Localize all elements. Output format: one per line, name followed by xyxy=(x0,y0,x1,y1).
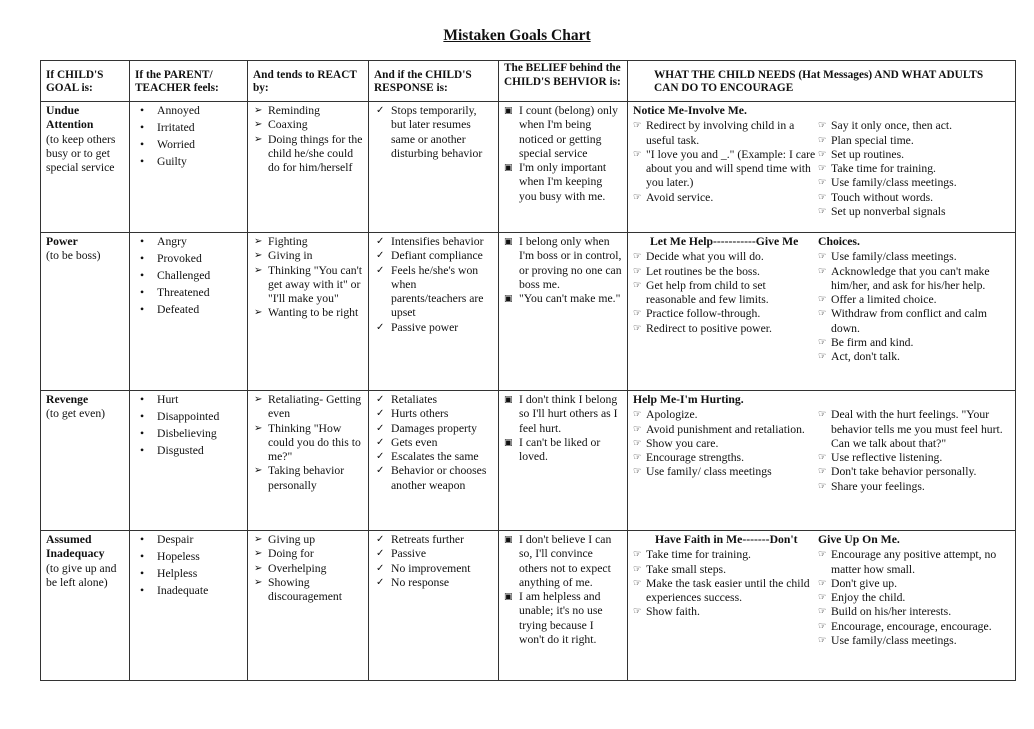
list-item: • Disappointed xyxy=(135,410,242,424)
list-item: ✓ Stops temporarily, but later resumes same or another disturbing behavior xyxy=(374,104,493,161)
list-item: • Helpless xyxy=(135,567,242,581)
list-item: ✓ Passive xyxy=(374,547,493,561)
list-item: ✓ Escalates the same xyxy=(374,450,493,464)
needs-title: Have Faith in Me-------Don't xyxy=(655,533,798,546)
feels-cell xyxy=(130,391,248,531)
list-item: ☞ Take small steps. xyxy=(633,563,818,577)
goal-name: Undue Attention xyxy=(46,104,94,132)
list-item: ✓ Retreats further xyxy=(374,533,493,547)
goal-name: Assumed Inadequacy xyxy=(46,533,105,561)
react-cell xyxy=(248,391,369,531)
needs-title-continued: Give Up On Me. xyxy=(818,533,900,546)
goal-name: Revenge xyxy=(46,393,89,406)
list-item: ☞ Decide what you will do. xyxy=(633,250,818,264)
goal-cell xyxy=(41,102,130,233)
header-row xyxy=(41,61,1016,102)
list-item: ▣ I don't think I belong so I'll hurt others as I feel hurt. xyxy=(504,393,622,436)
list-item: ▣ I am helpless and unable; it's no use trying because I won't do it right. xyxy=(504,590,622,647)
list-item: ☞ Act, don't talk. xyxy=(818,350,1010,364)
header-needs: WHAT THE CHILD NEEDS (Hat Messages) AND WHAT ADULTS CAN DO TO ENCOURAGE xyxy=(628,61,1016,102)
list-item: ☞ Touch without words. xyxy=(818,191,1010,205)
needs-title: Let Me Help-----------Give Me xyxy=(650,235,799,248)
list-item: • Hopeless xyxy=(135,550,242,564)
belief-cell xyxy=(499,102,628,233)
list-item: • Despair xyxy=(135,533,242,547)
list-item: ☞ Say it only once, then act. xyxy=(818,119,1010,133)
list-item: • Defeated xyxy=(135,303,242,317)
list-item: ☞ Redirect to positive power. xyxy=(633,322,818,336)
list-item: ☞ Avoid punishment and retaliation. xyxy=(633,423,818,437)
needs-cell xyxy=(628,233,1016,391)
list-item: ➢ Giving in xyxy=(253,249,363,263)
needs-cell xyxy=(628,102,1016,233)
react-cell xyxy=(248,102,369,233)
response-cell xyxy=(369,233,499,391)
list-item: ✓ Retaliates xyxy=(374,393,493,407)
list-item: ☞ Practice follow-through. xyxy=(633,307,818,321)
list-item: ▣ I count (belong) only when I'm being noticed or getting special service xyxy=(504,104,622,161)
needs-cell xyxy=(628,531,1016,681)
list-item: • Guilty xyxy=(135,155,242,169)
list-item: ☞ Be firm and kind. xyxy=(818,336,1010,350)
list-item: ▣ I belong only when I'm boss or in control, or proving no one can boss me. xyxy=(504,235,622,292)
list-item: • Disgusted xyxy=(135,444,242,458)
list-item: ☞ Withdraw from conflict and calm down. xyxy=(818,307,1010,336)
needs-cell xyxy=(628,391,1016,531)
list-item: • Threatened xyxy=(135,286,242,300)
goal-cell xyxy=(41,531,130,681)
feels-cell xyxy=(130,531,248,681)
response-cell xyxy=(369,391,499,531)
list-item: ☞ Use family/ class meetings xyxy=(633,465,818,479)
react-cell xyxy=(248,531,369,681)
header-react: And tends to REACT by: xyxy=(248,61,369,102)
list-item: ✓ Passive power xyxy=(374,321,493,335)
goal-description: (to be boss) xyxy=(46,249,101,263)
list-item: ➢ Taking behavior personally xyxy=(253,464,363,493)
list-item: ➢ Reminding xyxy=(253,104,363,118)
goal-cell xyxy=(41,391,130,531)
list-item: ☞ Plan special time. xyxy=(818,134,1010,148)
list-item: ☞ Let routines be the boss. xyxy=(633,265,818,279)
list-item: ☞ Encourage any positive attempt, no matter how small. xyxy=(818,548,1010,577)
needs-title: Notice Me-Involve Me. xyxy=(633,104,747,117)
list-item: ☞ Don't take behavior personally. xyxy=(818,465,1010,479)
list-item: ➢ Wanting to be right xyxy=(253,306,363,320)
list-item: ☞ Take time for training. xyxy=(818,162,1010,176)
list-item: ☞ Show faith. xyxy=(633,605,818,619)
list-item: ✓ Intensifies behavior xyxy=(374,235,493,249)
list-item: • Hurt xyxy=(135,393,242,407)
list-item: ☞ Build on his/her interests. xyxy=(818,605,1010,619)
list-item: • Disbelieving xyxy=(135,427,242,441)
list-item: ☞ Avoid service. xyxy=(633,191,818,205)
list-item: • Worried xyxy=(135,138,242,152)
list-item: ➢ Fighting xyxy=(253,235,363,249)
list-item: ➢ Retaliating- Getting even xyxy=(253,393,363,422)
header-goal: If CHILD'S GOAL is: xyxy=(41,61,130,102)
list-item: ➢ Coaxing xyxy=(253,118,363,132)
feels-cell xyxy=(130,233,248,391)
list-item: ➢ Doing for xyxy=(253,547,363,561)
list-item: ✓ Damages property xyxy=(374,422,493,436)
list-item: ☞ Deal with the hurt feelings. "Your behavior tells me you must feel hurt. Can we talk about that?" xyxy=(818,408,1010,451)
list-item: ☞ Show you care. xyxy=(633,437,818,451)
list-item: ✓ Defiant compliance xyxy=(374,249,493,263)
list-item: ☞ Set up routines. xyxy=(818,148,1010,162)
list-item: ✓ No improvement xyxy=(374,562,493,576)
response-cell xyxy=(369,531,499,681)
list-item: ➢ Giving up xyxy=(253,533,363,547)
list-item: ✓ Hurts others xyxy=(374,407,493,421)
table-row xyxy=(41,531,1016,681)
list-item: ☞ Get help from child to set reasonable and few limits. xyxy=(633,279,818,308)
page-title: Mistaken Goals Chart xyxy=(443,27,591,44)
list-item: ☞ "I love you and _." (Example: I care about you and will spend time with you later.) xyxy=(633,148,818,191)
list-item: ☞ Set up nonverbal signals xyxy=(818,205,1010,219)
list-item: • Inadequate xyxy=(135,584,242,598)
list-item: • Provoked xyxy=(135,252,242,266)
list-item: ✓ No response xyxy=(374,576,493,590)
header-feels: If the PARENT/ TEACHER feels: xyxy=(130,61,248,102)
table-row xyxy=(41,391,1016,531)
list-item: • Angry xyxy=(135,235,242,249)
list-item: ☞ Encourage, encourage, encourage. xyxy=(818,620,1010,634)
list-item: • Irritated xyxy=(135,121,242,135)
list-item: ☞ Use family/class meetings. xyxy=(818,250,1010,264)
response-cell xyxy=(369,102,499,233)
list-item: ➢ Thinking "How could you do this to me?" xyxy=(253,422,363,465)
goal-description: (to get even) xyxy=(46,407,106,421)
list-item: ✓ Behavior or chooses another weapon xyxy=(374,464,493,493)
list-item: ✓ Gets even xyxy=(374,436,493,450)
list-item: ➢ Thinking "You can't get away with it" or "I'll make you" xyxy=(253,264,363,307)
header-belief: The BELIEF behind the CHILD'S BEHVIOR is: xyxy=(499,61,628,102)
list-item: ➢ Overhelping xyxy=(253,562,363,576)
header-response: And if the CHILD'S RESPONSE is: xyxy=(369,61,499,102)
goal-description: (to keep others busy or to get special service xyxy=(46,132,116,175)
table-row xyxy=(41,233,1016,391)
list-item: ➢ Showing discouragement xyxy=(253,576,363,605)
list-item: ☞ Encourage strengths. xyxy=(633,451,818,465)
list-item: ▣ I can't be liked or loved. xyxy=(504,436,622,465)
feels-cell xyxy=(130,102,248,233)
list-item: ☞ Acknowledge that you can't make him/her, and ask for his/her help. xyxy=(818,265,1010,294)
react-cell xyxy=(248,233,369,391)
goal-cell xyxy=(41,233,130,391)
list-item: ☞ Use family/class meetings. xyxy=(818,634,1010,648)
belief-cell xyxy=(499,391,628,531)
list-item: ☞ Use reflective listening. xyxy=(818,451,1010,465)
list-item: • Annoyed xyxy=(135,104,242,118)
list-item: • Challenged xyxy=(135,269,242,283)
goal-description: (to give up and be left alone) xyxy=(46,561,117,589)
belief-cell xyxy=(499,531,628,681)
list-item: ✓ Feels he/she's won when parents/teachers are upset xyxy=(374,264,493,321)
list-item: ☞ Make the task easier until the child experiences success. xyxy=(633,577,818,606)
list-item: ☞ Share your feelings. xyxy=(818,480,1010,494)
list-item: ☞ Redirect by involving child in a useful task. xyxy=(633,119,818,148)
table-row xyxy=(41,102,1016,233)
list-item: ☞ Offer a limited choice. xyxy=(818,293,1010,307)
list-item: ☞ Apologize. xyxy=(633,408,818,422)
needs-title: Help Me-I'm Hurting. xyxy=(633,393,744,406)
goal-name: Power xyxy=(46,235,78,248)
needs-title-continued: Choices. xyxy=(818,235,860,248)
list-item: ▣ I don't believe I can so, I'll convince others not to expect anything of me. xyxy=(504,533,622,590)
list-item: ▣ "You can't make me." xyxy=(504,292,622,306)
list-item: ➢ Doing things for the child he/she could do for him/herself xyxy=(253,133,363,176)
list-item: ☞ Don't give up. xyxy=(818,577,1010,591)
list-item: ☞ Enjoy the child. xyxy=(818,591,1010,605)
list-item: ☞ Take time for training. xyxy=(633,548,818,562)
list-item: ▣ I'm only important when I'm keeping you busy with me. xyxy=(504,161,622,204)
list-item: ☞ Use family/class meetings. xyxy=(818,176,1010,190)
mistaken-goals-table xyxy=(40,60,1016,681)
belief-cell xyxy=(499,233,628,391)
